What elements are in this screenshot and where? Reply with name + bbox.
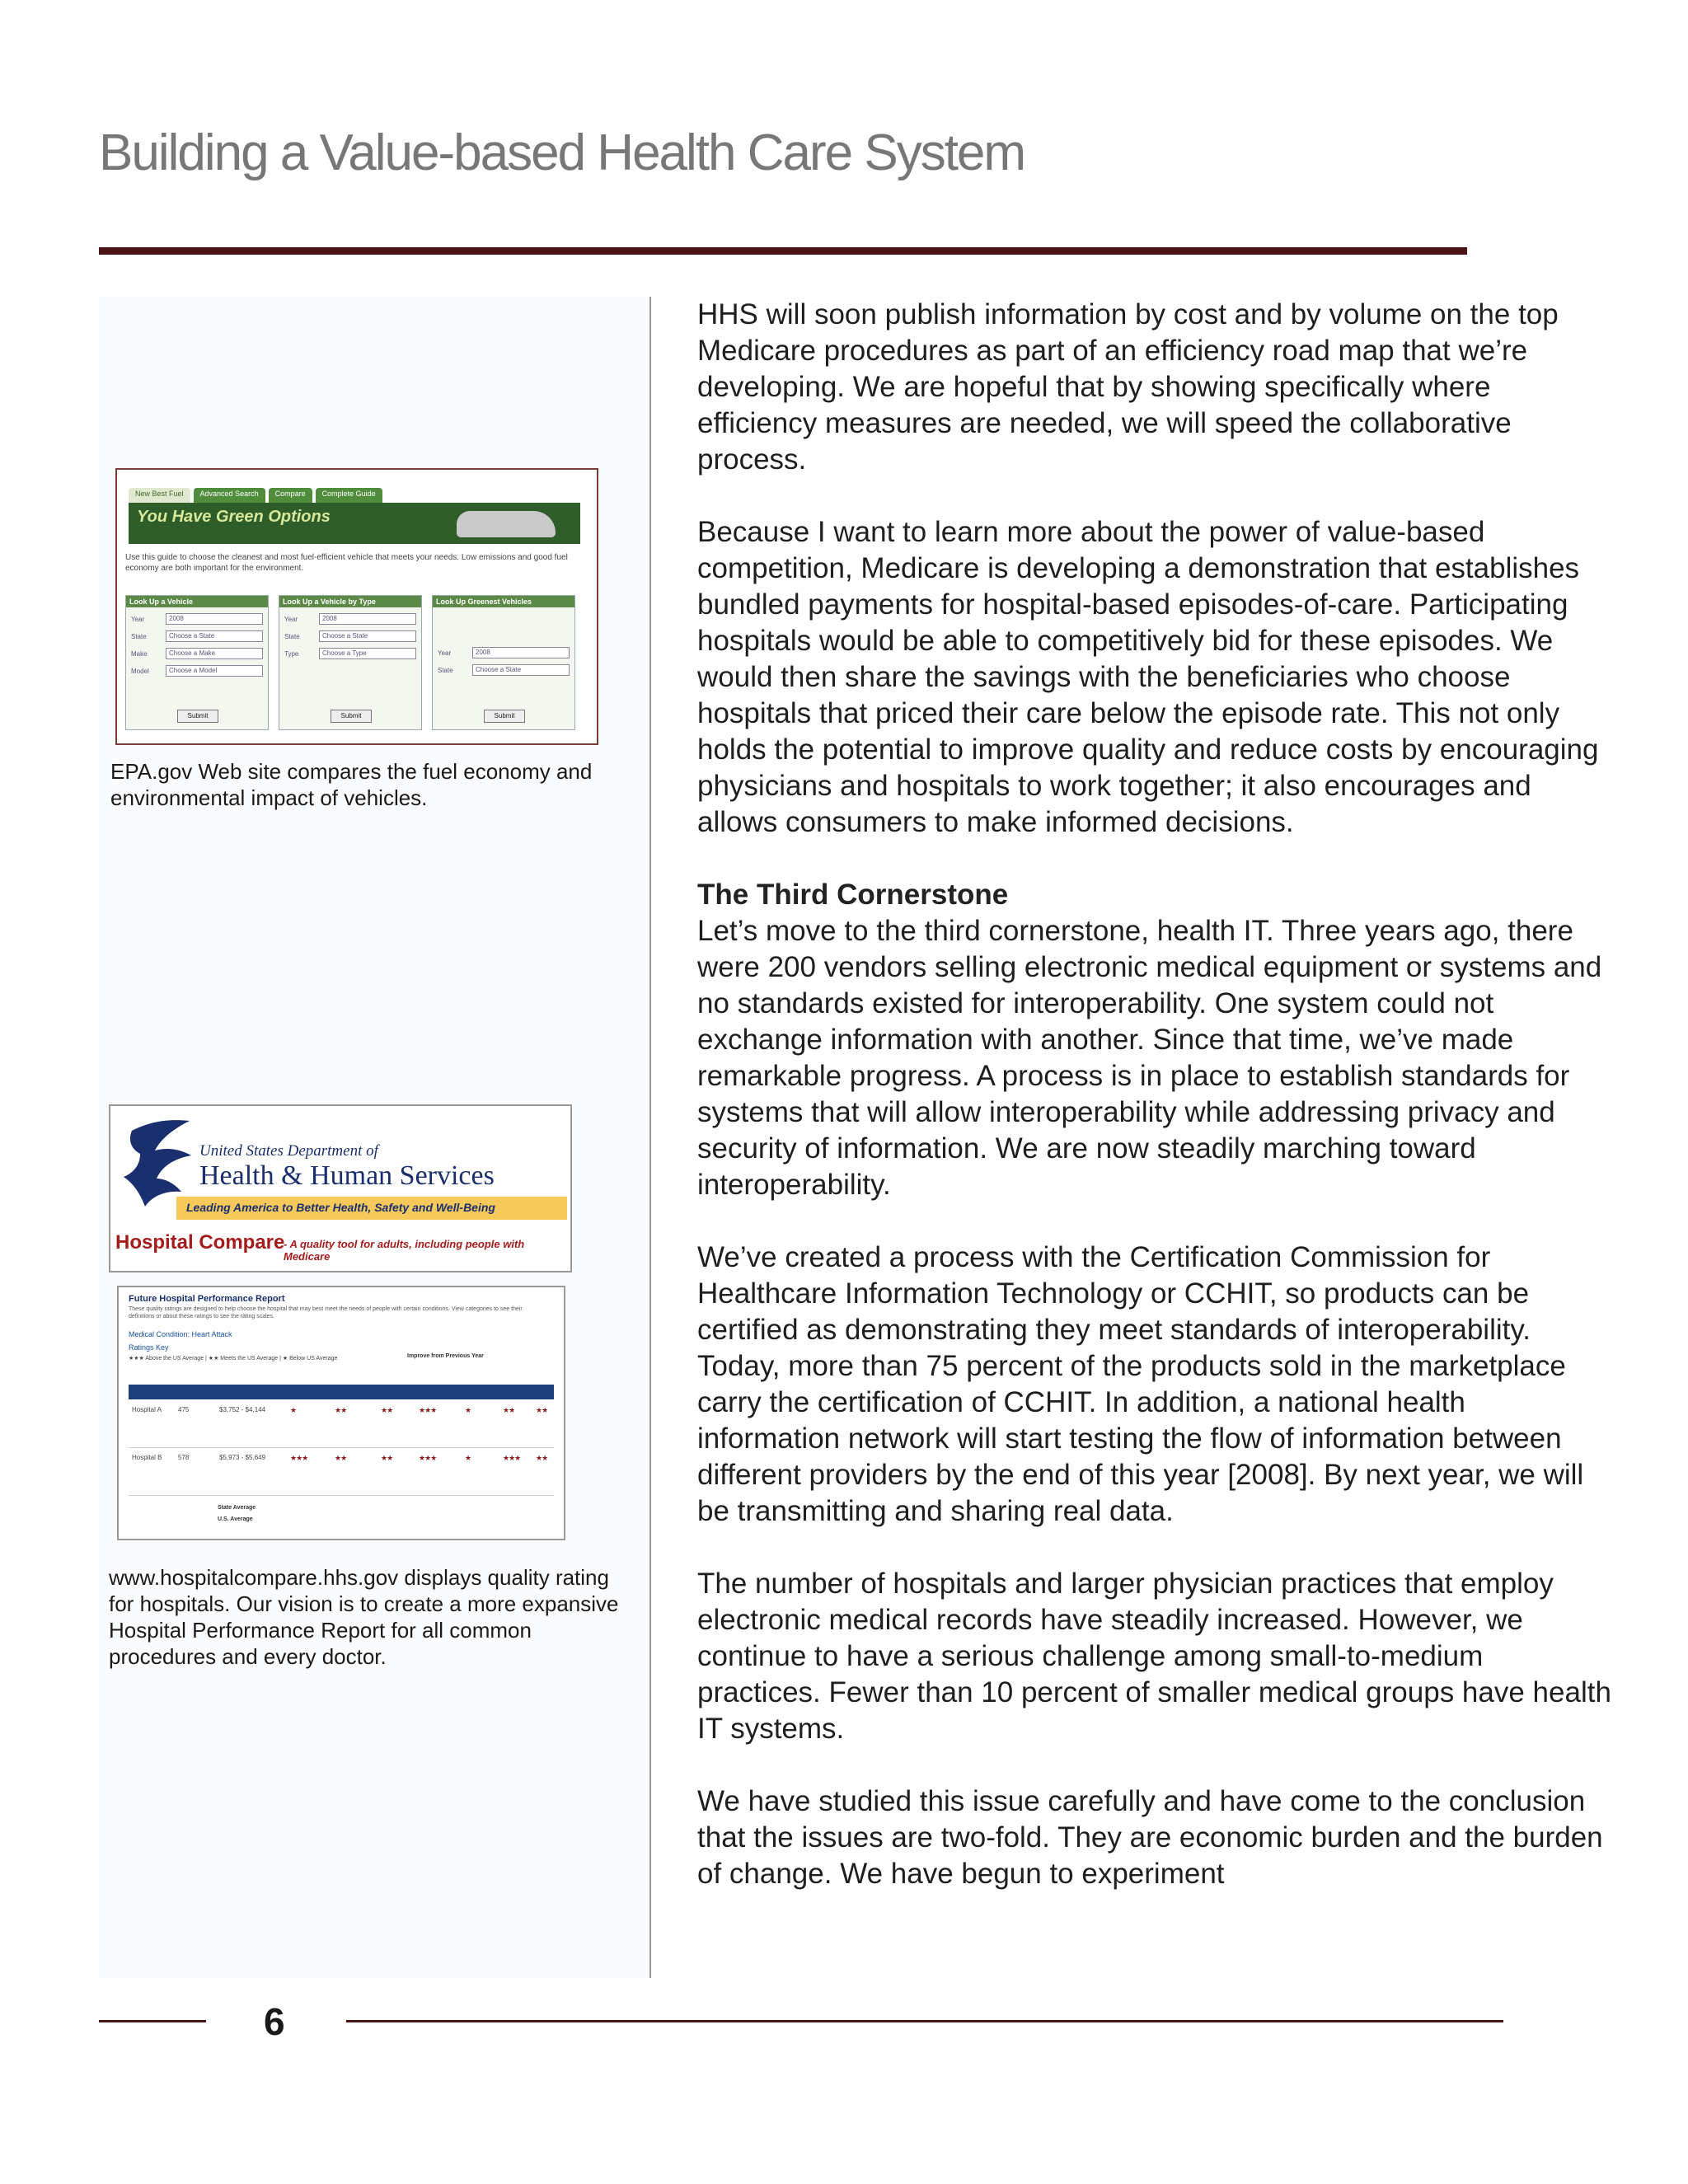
epa-caption: EPA.gov Web site compares the fuel economy and environmental impact of vehicles. — [110, 759, 593, 810]
hhs-tagline: Leading America to Better Health, Safety and Well-Being — [186, 1201, 495, 1214]
star-rating: ★ — [290, 1406, 297, 1414]
hospital-name: Hospital B — [132, 1454, 162, 1461]
epa-submit-button: Submit — [484, 710, 525, 723]
epa-field — [131, 630, 263, 642]
epa-field — [284, 630, 416, 642]
paragraph: We’ve created a process with the Certification Commission for Healthcare Information Technology or CCHIT, so products can be certified as demonstrating they meet standards of interoperability. Today, more than 75 percent of the products sold in the marketplace carry the certification of CCHIT. In addition, a national health information network will start testing the flow of information between different providers by the end of this year [2008]. By next year, we will be transmitting and sharing real data. — [697, 1241, 1584, 1527]
epa-panel — [432, 595, 575, 730]
star-rating: ★★ — [503, 1406, 515, 1414]
epa-select: Choose a Type — [319, 648, 416, 659]
report-improve-title: Improve from Previous Year — [407, 1353, 484, 1359]
hospital-cost: $5,973 - $5,649 — [219, 1454, 266, 1461]
report-condition: Medical Condition: Heart Attack — [129, 1330, 232, 1338]
section-heading: The Third Cornerstone — [697, 879, 1009, 911]
page-number: 6 — [264, 2000, 285, 2043]
hospital-compare-subtitle: - A quality tool for adults, including people with Medicare — [284, 1238, 525, 1263]
star-rating: ★ — [465, 1406, 471, 1414]
epa-tab: Complete Guide — [316, 488, 382, 503]
epa-field — [131, 648, 263, 659]
star-rating: ★★ — [335, 1406, 347, 1414]
epa-panel — [279, 595, 422, 730]
report-title: Future Hospital Performance Report — [129, 1294, 285, 1304]
star-rating: ★★ — [536, 1406, 548, 1414]
title-rule — [99, 247, 1467, 255]
epa-field — [284, 648, 416, 659]
hospital-caption: www.hospitalcompare.hhs.gov displays quality rating for hospitals. Our vision is to create a more expansive Hospital Performance Report for all common procedures and every doctor. — [109, 1565, 619, 1669]
hospital-compare-title: Hospital Compare — [115, 1231, 285, 1254]
paragraph: HHS will soon publish information by cost and by volume on the top Medicare procedures as part of an efficiency road map that we’re developing. We are hopeful that by showing specifically where efficiency measures are needed, we will speed the collaborative process. — [697, 298, 1559, 476]
epa-submit-button: Submit — [331, 710, 372, 723]
body-text — [697, 297, 1612, 1929]
epa-field-label: Year — [284, 615, 298, 623]
paragraph: Let’s move to the third cornerstone, health IT. Three years ago, there were 200 vendors selling electronic medical equipment or systems and no standards existed for interoperability. One system could not exchange information with another. Since that time, we’ve made remarkable progress. A process is in place to establish standards for systems that will allow interoperability while addressing privacy and security of information. We are now steadily marching toward interoperability. — [697, 915, 1602, 1201]
hospital-report — [117, 1286, 565, 1540]
epa-select: Choose a State — [472, 664, 570, 676]
hospital-cases: 578 — [178, 1454, 190, 1461]
page-title: Building a Value-based Health Care System — [99, 124, 1025, 181]
hospital-cost: $3,752 - $4,144 — [219, 1406, 266, 1413]
star-rating: ★★ — [536, 1454, 548, 1462]
epa-field — [284, 613, 416, 625]
epa-field-label: State — [284, 632, 300, 640]
epa-tabs — [129, 488, 382, 503]
table-row — [129, 1451, 554, 1496]
star-rating: ★★★ — [503, 1454, 521, 1462]
car-icon — [457, 511, 556, 537]
table-row — [129, 1403, 554, 1448]
epa-screenshot — [115, 468, 598, 745]
star-rating: ★★★ — [419, 1406, 437, 1414]
hhs-main-text: Health & Human Services — [199, 1160, 495, 1191]
footer-rule — [99, 2020, 206, 2022]
epa-field — [438, 664, 570, 676]
star-rating: ★★ — [335, 1454, 347, 1462]
epa-field-label: Model — [131, 667, 149, 675]
epa-banner-text: You Have Green Options — [137, 508, 331, 526]
epa-tab: New Best Fuel — [129, 488, 190, 503]
epa-field-label: Year — [438, 649, 452, 657]
hhs-logo — [109, 1104, 572, 1272]
star-rating: ★★★ — [290, 1454, 308, 1462]
epa-field-label: Year — [131, 615, 145, 623]
footer-rule — [346, 2020, 1503, 2022]
report-table-header — [129, 1385, 554, 1399]
epa-tab: Advanced Search — [194, 488, 265, 503]
us-average-label: U.S. Average — [218, 1516, 253, 1522]
epa-panel-head: Look Up Greenest Vehicles — [433, 596, 574, 607]
report-key-line: ★★★ Above the US Average | ★★ Meets the US Average | ★ Below US Average — [129, 1356, 338, 1361]
epa-select: Choose a State — [319, 630, 416, 642]
paragraph: Because I want to learn more about the power of value-based competition, Medicare is developing a demonstration that establishes bundled payments for hospital-based episodes-of-care. Participating hospitals would be able to competitively bid for these episodes. We would then share the savings with the beneficiaries who choose hospitals that priced their care below the episode rate. This not only holds the potential to improve quality and reduce costs by encouraging physicians and hospitals to work together; it also encourages and allows consumers to make informed decisions. — [697, 516, 1599, 838]
epa-field — [131, 665, 263, 677]
epa-select: 2008 — [319, 613, 416, 625]
epa-panel-head: Look Up a Vehicle — [126, 596, 268, 607]
epa-field-label: Make — [131, 649, 148, 658]
epa-field — [438, 647, 570, 658]
epa-select: Choose a Make — [166, 648, 263, 659]
epa-field — [131, 613, 263, 625]
epa-select: 2008 — [166, 613, 263, 625]
state-average-label: State Average — [218, 1505, 256, 1511]
epa-select: Choose a Model — [166, 665, 263, 677]
epa-submit-button: Submit — [177, 710, 218, 723]
hospital-name: Hospital A — [132, 1406, 162, 1413]
star-rating: ★★ — [381, 1406, 393, 1414]
epa-panel-head: Look Up a Vehicle by Type — [279, 596, 421, 607]
epa-field-label: State — [438, 666, 453, 674]
report-key-title: Ratings Key — [129, 1343, 169, 1352]
report-intro: These quality ratings are designed to help choose the hospital that may best meet the needs of people with certain conditions. View categories to see their definitions or about these ratings to see the rating scales. — [129, 1306, 523, 1319]
star-rating: ★★ — [381, 1454, 393, 1462]
paragraph: The number of hospitals and larger physician practices that employ electronic medical records have steadily increased. However, we continue to have a serious challenge among small-to-medium practices. Fewer than 10 percent of smaller medical groups have health IT systems. — [697, 1568, 1611, 1745]
epa-field-label: State — [131, 632, 147, 640]
star-rating: ★ — [465, 1454, 471, 1462]
hospital-cases: 475 — [178, 1406, 190, 1413]
epa-select: 2008 — [472, 647, 570, 658]
column-divider — [649, 297, 651, 1978]
epa-intro: Use this guide to choose the cleanest and most fuel-efficient vehicle that meets your needs. Low emissions and good fuel economy are both important for the environment. — [125, 553, 568, 573]
epa-tab: Compare — [269, 488, 312, 503]
star-rating: ★★★ — [419, 1454, 437, 1462]
paragraph: We have studied this issue carefully and have come to the conclusion that the issues are two-fold. They are economic burden and the burden of change. We have begun to experiment — [697, 1785, 1603, 1890]
epa-panel — [125, 595, 269, 730]
epa-select: Choose a State — [166, 630, 263, 642]
epa-banner — [129, 503, 580, 544]
epa-field-label: Type — [284, 649, 299, 658]
hhs-dept-text: United States Department of — [199, 1142, 378, 1160]
